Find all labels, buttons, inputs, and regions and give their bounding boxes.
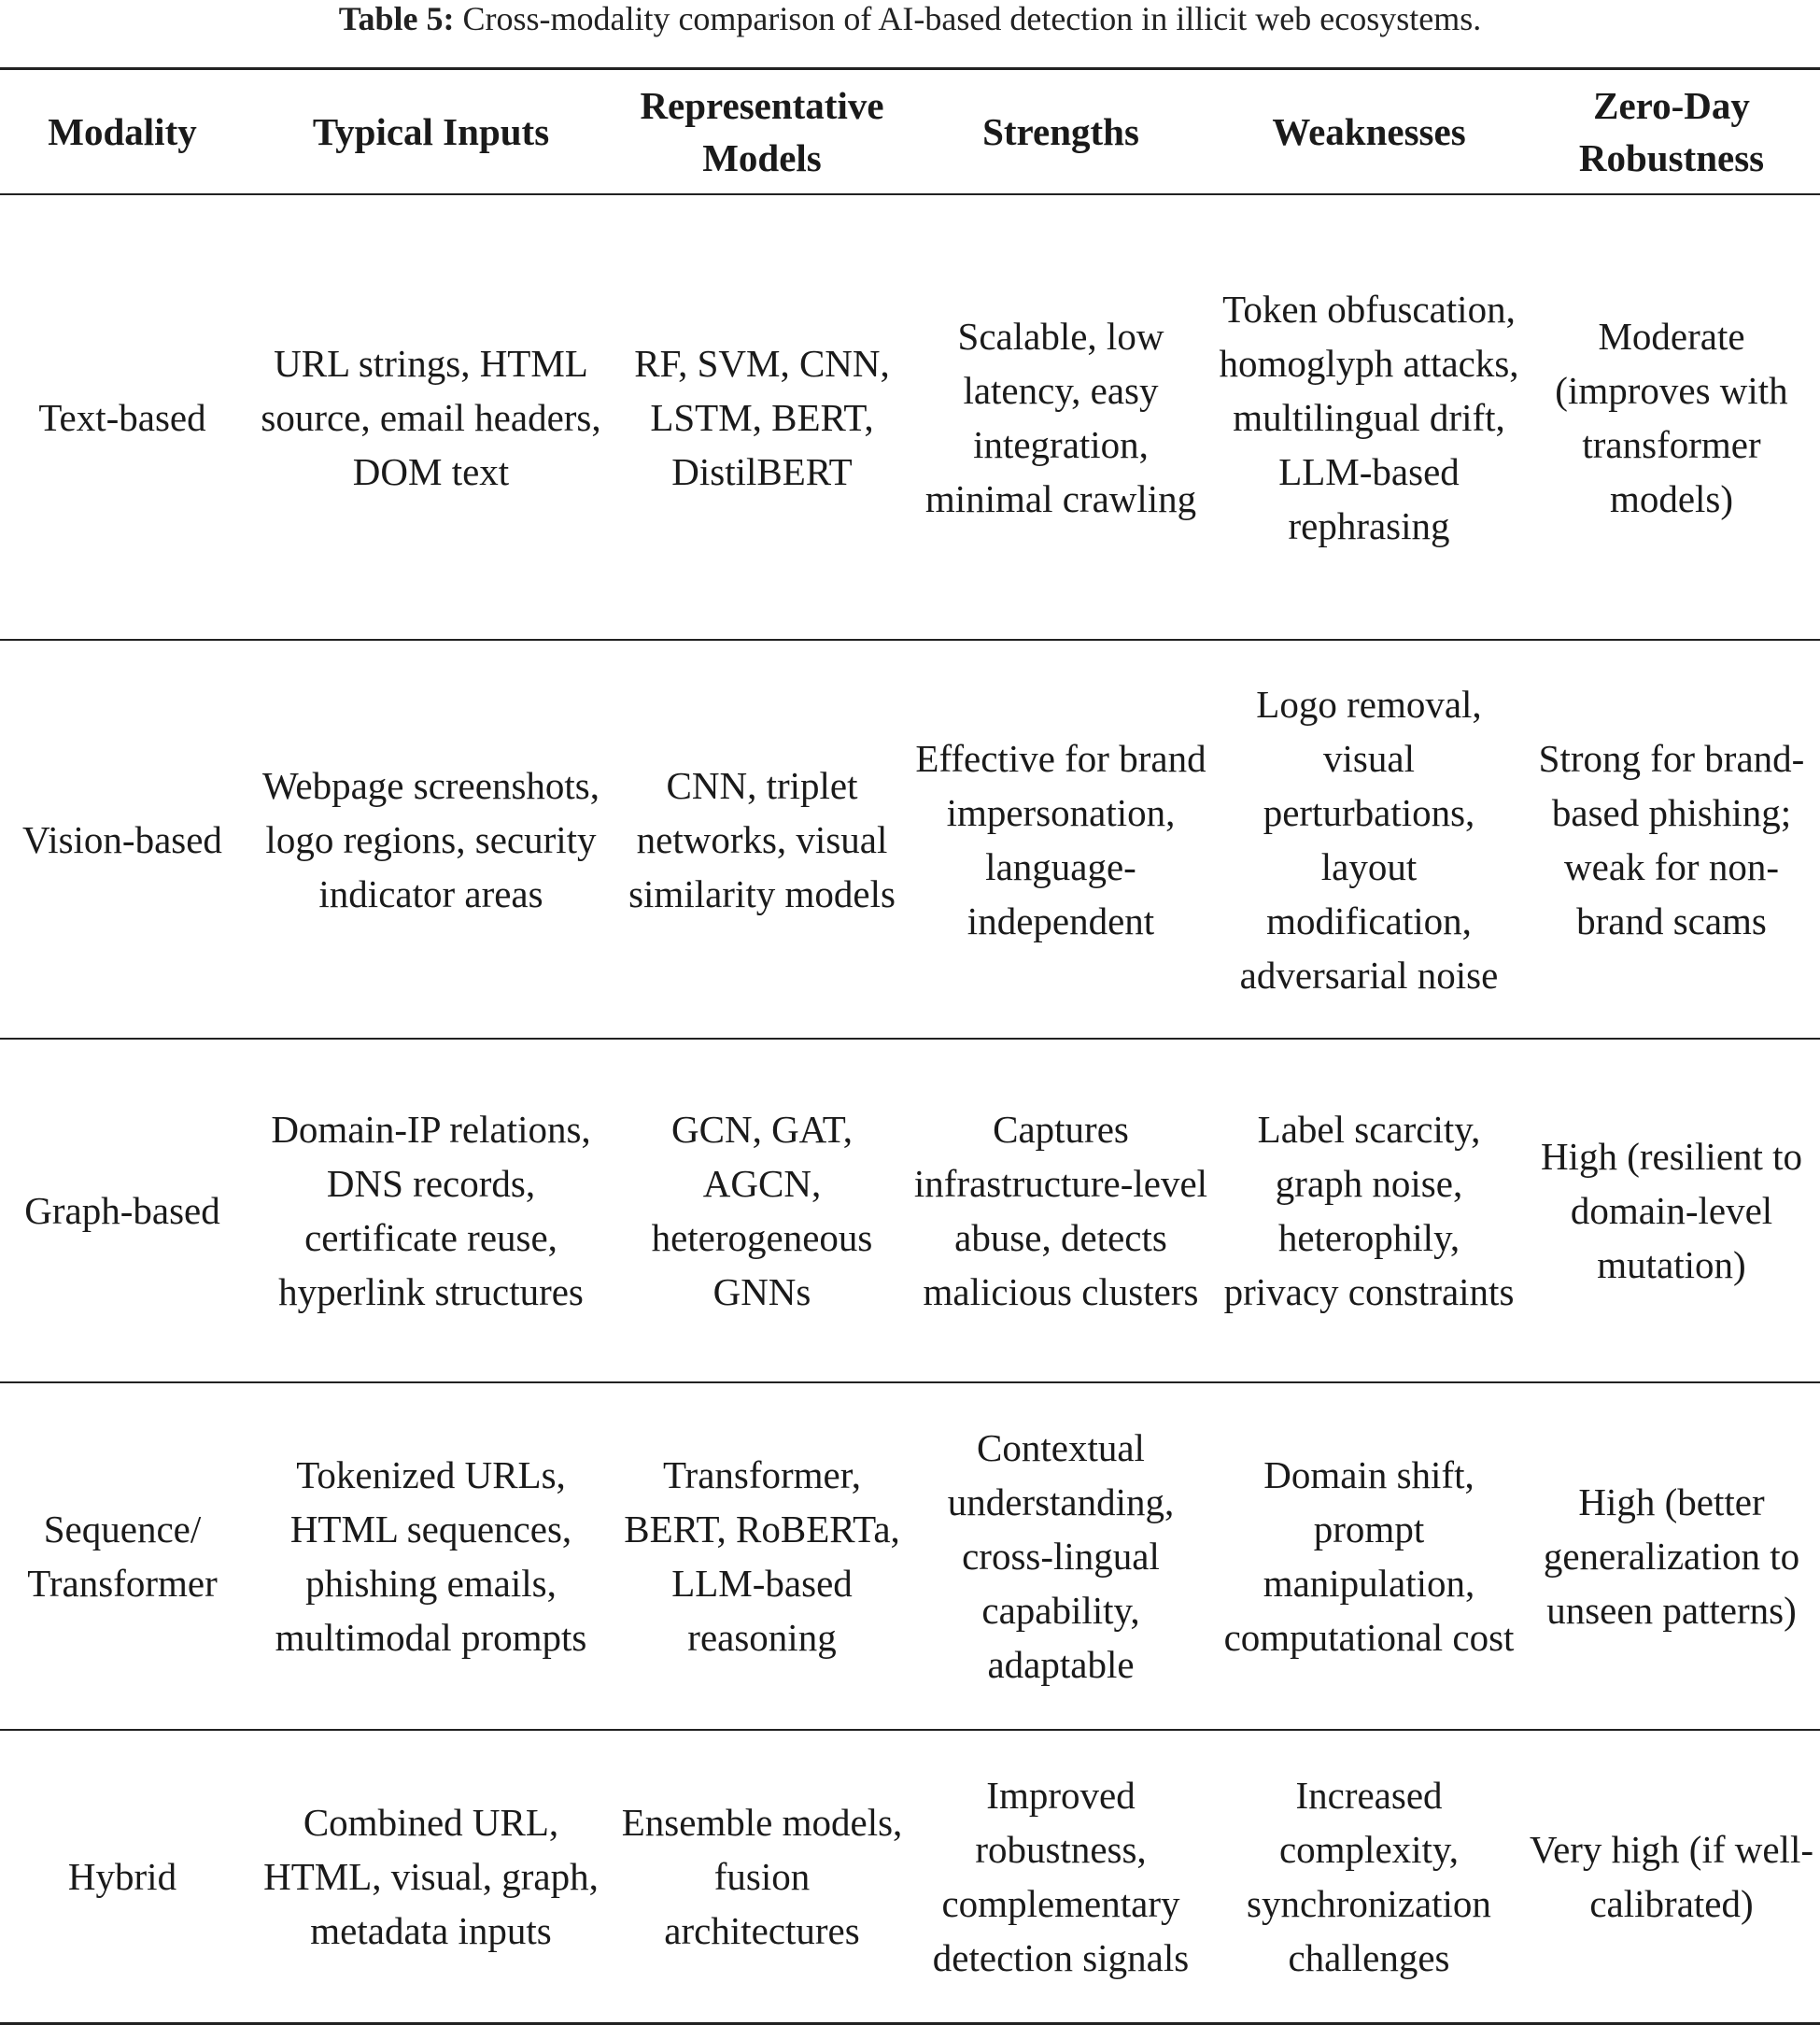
cell-zero-day-robustness: Very high (if well-calibrated) [1523, 1730, 1820, 2024]
cell-typical-inputs: Domain-IP relations, DNS records, certificate reuse, hyperlink structures [245, 1039, 617, 1382]
cell-typical-inputs: Tokenized URLs, HTML sequences, phishing emails, multimodal prompts [245, 1382, 617, 1730]
table-row [0, 640, 1820, 1039]
cell-modality: Graph-based [0, 1039, 245, 1382]
cell-modality: Sequence/ Transformer [0, 1382, 245, 1730]
cell-zero-day-robustness: High (better generalization to unseen patterns) [1523, 1382, 1820, 1730]
header-strengths: Strengths [907, 69, 1215, 195]
cell-typical-inputs: Webpage screenshots, logo regions, security indicator areas [245, 640, 617, 1039]
header-row [0, 69, 1820, 195]
table-row [0, 1039, 1820, 1382]
cell-representative-models: GCN, GAT, AGCN, heterogeneous GNNs [617, 1039, 907, 1382]
cell-strengths: Improved robustness, complementary detection signals [907, 1730, 1215, 2024]
cell-modality: Vision-based [0, 640, 245, 1039]
header-typical-inputs: Typical Inputs [245, 69, 617, 195]
cell-modality: Hybrid [0, 1730, 245, 2024]
table-row [0, 1382, 1820, 1730]
cell-strengths: Captures infrastructure-level abuse, detects malicious clusters [907, 1039, 1215, 1382]
cell-representative-models: RF, SVM, CNN, LSTM, BERT, DistilBERT [617, 194, 907, 640]
cell-weaknesses: Increased complexity, synchronization challenges [1215, 1730, 1523, 2024]
caption-text: Cross-modality comparison of AI-based detection in illicit web ecosystems. [462, 0, 1482, 37]
table-header [0, 69, 1820, 195]
cell-representative-models: Ensemble models, fusion architectures [617, 1730, 907, 2024]
cell-weaknesses: Token obfuscation, homoglyph attacks, multilingual drift, LLM-based rephrasing [1215, 194, 1523, 640]
cell-weaknesses: Domain shift, prompt manipulation, computational cost [1215, 1382, 1523, 1730]
table-caption [0, 0, 1820, 47]
header-weaknesses: Weaknesses [1215, 69, 1523, 195]
table-body [0, 194, 1820, 2024]
header-zero-day-robustness: Zero-Day Robustness [1523, 69, 1820, 195]
cell-zero-day-robustness: Moderate (improves with transformer models) [1523, 194, 1820, 640]
cell-weaknesses: Logo removal, visual perturbations, layout modification, adversarial noise [1215, 640, 1523, 1039]
cell-representative-models: CNN, triplet networks, visual similarity models [617, 640, 907, 1039]
cell-zero-day-robustness: Strong for brand-based phishing; weak for non-brand scams [1523, 640, 1820, 1039]
cell-strengths: Contextual understanding, cross-lingual capability, adaptable [907, 1382, 1215, 1730]
header-modality: Modality [0, 69, 245, 195]
cell-strengths: Scalable, low latency, easy integration, minimal crawling [907, 194, 1215, 640]
table-row [0, 194, 1820, 640]
cell-weaknesses: Label scarcity, graph noise, heterophily, privacy constraints [1215, 1039, 1523, 1382]
cell-typical-inputs: Combined URL, HTML, visual, graph, metadata inputs [245, 1730, 617, 2024]
table-row [0, 1730, 1820, 2024]
cell-zero-day-robustness: High (resilient to domain-level mutation) [1523, 1039, 1820, 1382]
header-representative-models: Representative Models [617, 69, 907, 195]
cell-representative-models: Transformer, BERT, RoBERTa, LLM-based reasoning [617, 1382, 907, 1730]
cell-strengths: Effective for brand impersonation, language-independent [907, 640, 1215, 1039]
cell-typical-inputs: URL strings, HTML source, email headers, DOM text [245, 194, 617, 640]
cell-modality: Text-based [0, 194, 245, 640]
caption-label: Table 5: [338, 0, 455, 37]
comparison-table [0, 67, 1820, 2025]
